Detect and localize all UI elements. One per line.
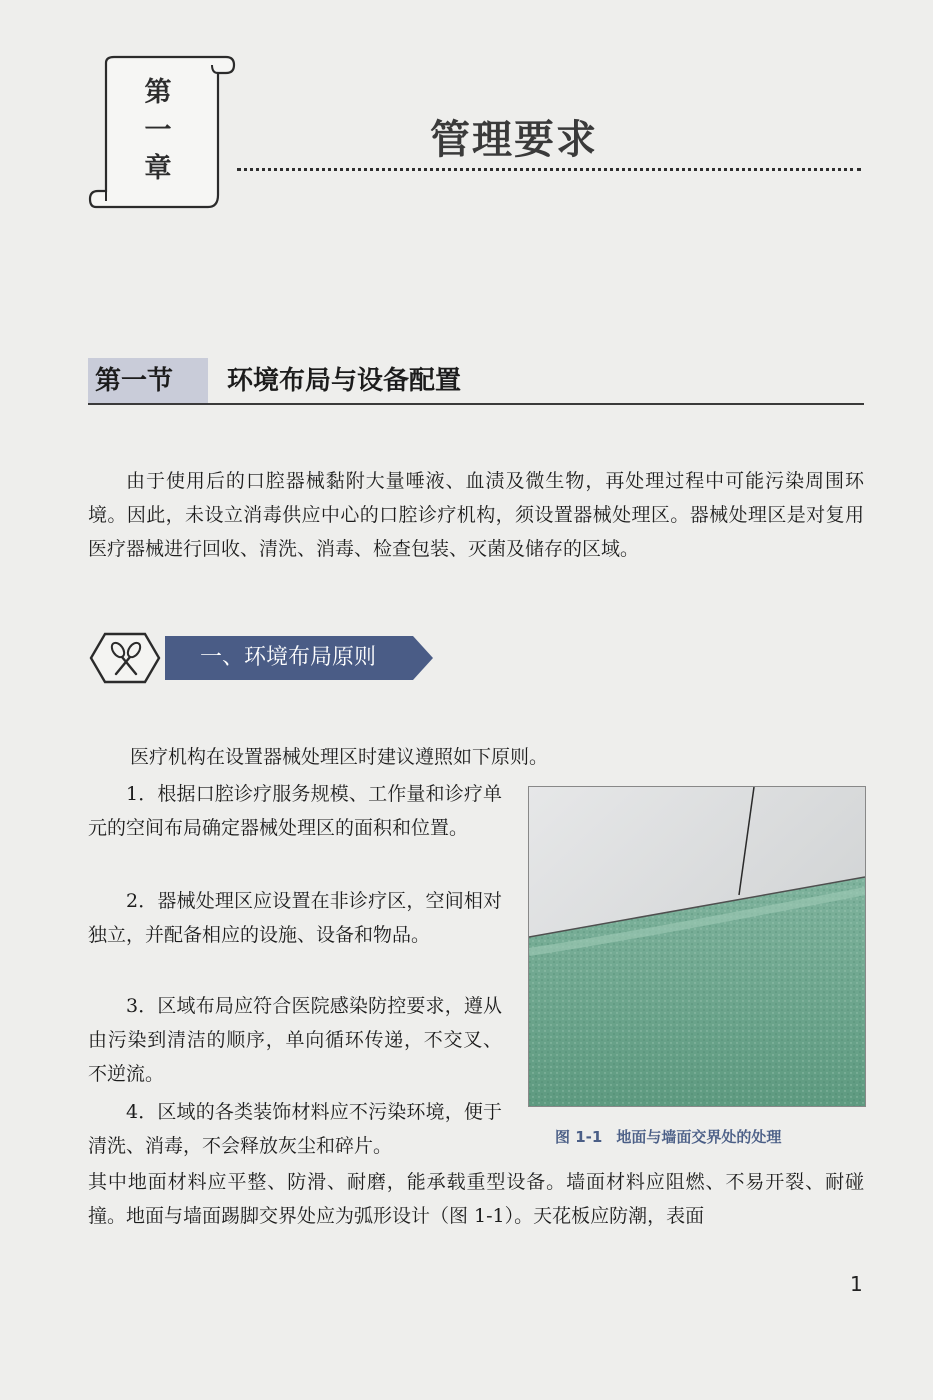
figure-caption-text: 地面与墙面交界处的处理 [616,1128,782,1146]
chapter-label [138,74,178,188]
list-item: 4．区域的各类装饰材料应不污染环境，便于清洗、消毒，不会释放灰尘和碎片。 [88,1101,502,1157]
scissors-icon [106,638,146,678]
section-underline [88,403,864,405]
chapter-dotted-rule [237,168,861,171]
section-heading [95,361,595,401]
page-number: 1 [850,1272,863,1296]
chapter-label-char: 第 [144,77,172,108]
list-item: 3．区域布局应符合医院感染防控要求，遵从由污染到清洁的顺序，单向循环传递，不交叉、不逆流。 [88,995,502,1085]
tail-paragraph: 其中地面材料应平整、防滑、耐磨，能承载重型设备。墙面材料应阻燃、不易开裂、耐碰撞。地面与墙面踢脚交界处应为弧形设计（图 1-1）。天花板应防潮，表面 [88,1171,864,1227]
figure-number: 图 1-1 [555,1128,603,1146]
chapter-label-char: 章 [144,153,172,184]
list-item: 2．器械处理区应设置在非诊疗区，空间相对独立，并配备相应的设施、设备和物品。 [88,890,502,946]
figure-floor-wall-junction [528,786,866,1107]
list-item: 1．根据口腔诊疗服务规模、工作量和诊疗单元的空间布局确定器械处理区的面积和位置。 [88,783,502,839]
chapter-label-char: 一 [144,115,172,146]
figure-caption [555,1126,855,1152]
lead-sentence: 医疗机构在设置器械处理区时建议遵照如下原则。 [130,746,549,768]
section-number: 第一节 [95,366,174,396]
intro-paragraph: 由于使用后的口腔器械黏附大量唾液、血渍及微生物，再处理过程中可能污染周围环境。因此，未设立消毒供应中心的口腔诊疗机构，须设置器械处理区。器械处理区是对复用医疗器械进行回收、清洗、消毒、检查包装、灭菌及储存的区域。 [88,470,864,560]
subsection-title: 一、环境布局原则 [200,645,377,670]
chapter-title: 管理要求 [430,117,598,163]
section-title: 环境布局与设备配置 [227,366,462,396]
